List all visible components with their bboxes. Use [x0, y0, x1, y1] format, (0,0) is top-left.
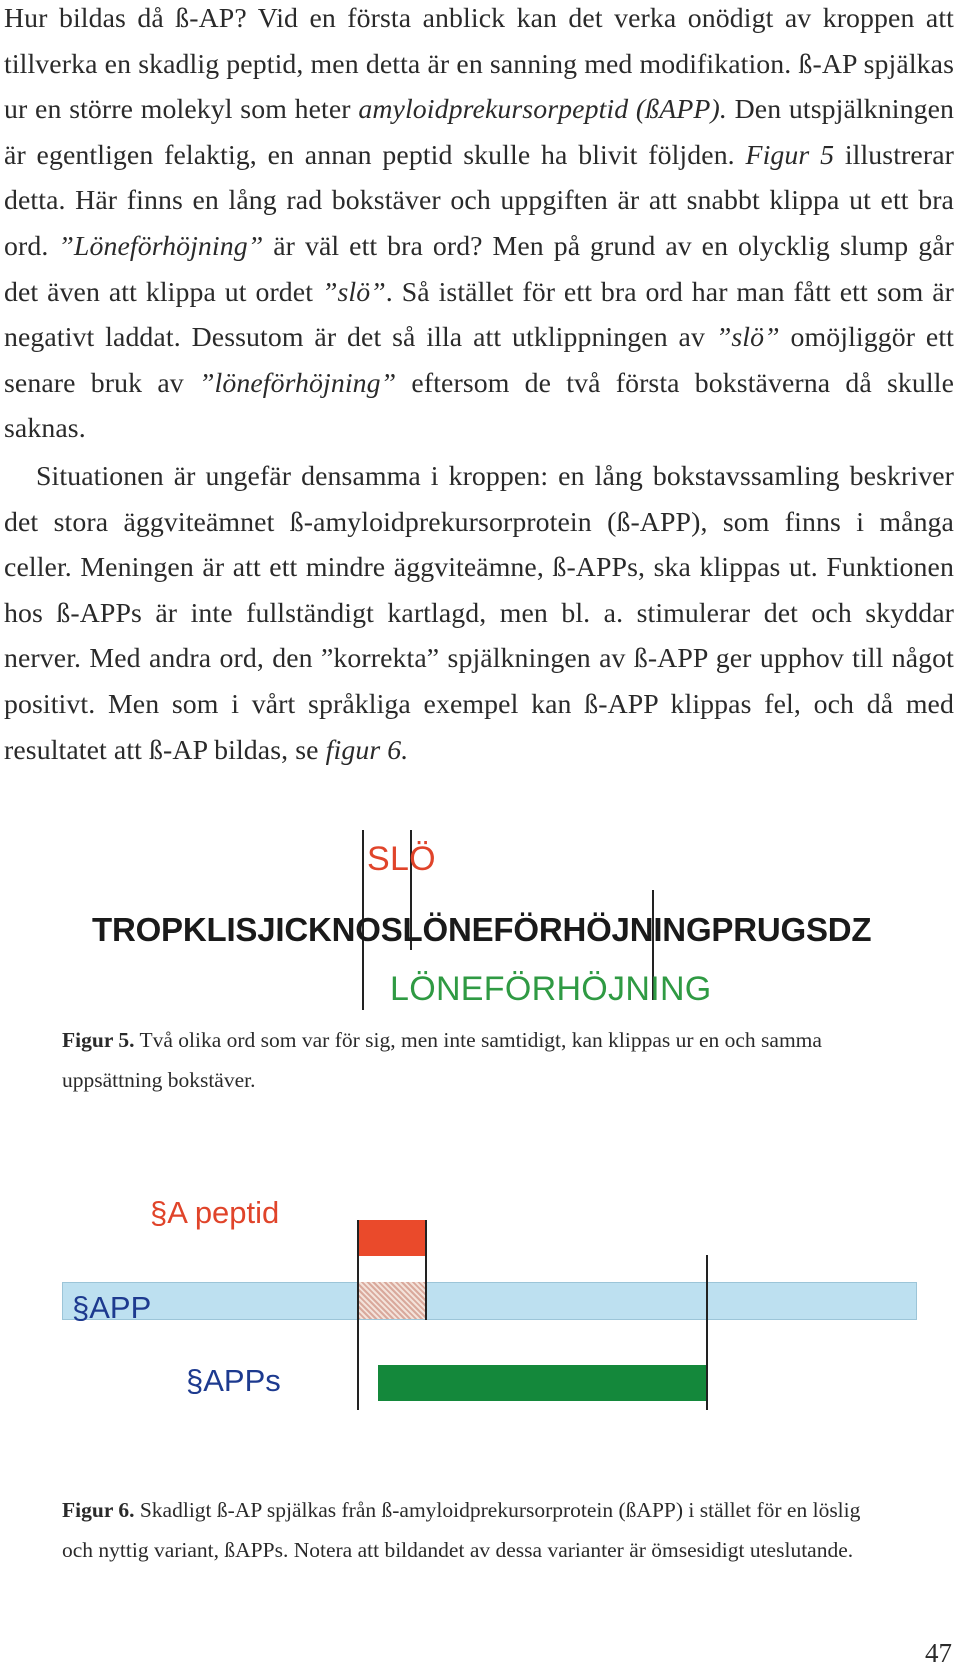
- peptide-overlap-hatch: [358, 1282, 426, 1319]
- italic-segment: amyloidprekursorpeptid (ßAPP).: [358, 94, 727, 126]
- italic-segment: ”löneförhöjning”: [198, 367, 397, 399]
- page-number: 47: [925, 1638, 952, 1668]
- paragraph-2: [4, 454, 954, 773]
- italic-segment: ”Löneförhöjning”: [58, 230, 264, 262]
- cut-line-left: [357, 1220, 359, 1410]
- text-segment: är väl ett bra ord? Men på grund av en olycklig slump går det även att klippa ut ordet: [4, 230, 955, 308]
- letter-string: TROPKLISJICKNOSLÖNEFÖRHÖJNINGPRUGSDZ: [92, 911, 872, 948]
- italic-segment: ”slö”: [321, 276, 386, 308]
- cut-line-middle: [425, 1220, 427, 1320]
- italic-segment: Figur 5: [745, 139, 835, 171]
- app-bar: [62, 1282, 917, 1320]
- text-segment: illustrerar detta. Här finns en lång rad bokstäver och uppgiften är att snabbt klippa ut ett bra ord.: [4, 139, 954, 262]
- text-segment: omöjliggör ett senare bruk av: [4, 322, 954, 399]
- text-segment: . Så istället för ett bra ord har man fått ett som är negativt laddat. Dessutom är det så illa att utklippningen av: [4, 276, 954, 354]
- figure-6-caption: [62, 1490, 892, 1570]
- cut-line-right: [706, 1255, 708, 1410]
- body-text: [4, 0, 954, 773]
- figure-6-caption-label: Figur 6.: [62, 1498, 135, 1522]
- figure-5: [0, 830, 960, 1020]
- peptide-bar: [358, 1220, 426, 1256]
- text-segment: Den utspjälkningen är egentligen felaktig, en annan peptid skulle ha blivit följden.: [4, 94, 955, 171]
- slo-word: SLÖ: [367, 840, 436, 878]
- figure-6: [0, 1190, 960, 1450]
- loneforhojning-word: LÖNEFÖRHÖJNING: [390, 970, 712, 1008]
- text-segment: Hur bildas då ß-AP? Vid en första anblick kan det verka onödigt av kroppen att tillverka en skadlig peptid, men detta är en sanning med modifikation. ß-AP spjälkas ur en större molekyl som heter: [4, 3, 954, 126]
- text-segment: Situationen är ungefär densamma i kroppen: en lång bokstavssamling beskriver det stora äggviteämnet ß-amyloidprekursorprotein (ß-APP), som finns i många celler. Meningen är att ett mindre äggviteämne, ß-APPs, ska klippas ut. Funktionen hos ß-APPs är inte fullständigt kartlagd, men bl. a. stimulerar det och skyddar nerver. Med andra ord, den ”korrekta” spjälkningen av ß-APP ger upphov till något positivt. Men som i vårt språkliga exempel kan ß-APP klippas fel, och då med resultatet att ß-AP bildas, se: [4, 460, 954, 766]
- figure-5-caption-text: Två olika ord som var för sig, men inte samtidigt, kan klippas ur en och samma uppsättning bokstäver.: [62, 1028, 822, 1092]
- peptide-label: §A peptid: [150, 1195, 280, 1230]
- paragraph-1: [4, 0, 954, 452]
- lone-left-marker: [362, 950, 364, 1010]
- figure-5-caption: [62, 1020, 912, 1100]
- figure-5-caption-label: Figur 5.: [62, 1028, 135, 1052]
- italic-segment: ”slö”: [715, 322, 780, 354]
- figure-6-caption-text: Skadligt ß-AP spjälkas från ß-amyloidprekursorprotein (ßAPP) i stället för en löslig och nyttig variant, ßAPPs. Notera att bildandet av dessa varianter är ömsesidigt uteslutande.: [62, 1498, 861, 1562]
- text-segment: eftersom de två första bokstäverna då skulle saknas.: [4, 367, 955, 445]
- italic-segment: figur 6.: [325, 734, 409, 766]
- app-label: §APP: [72, 1290, 152, 1325]
- apps-bar: [378, 1365, 706, 1401]
- apps-label: §APPs: [186, 1363, 281, 1398]
